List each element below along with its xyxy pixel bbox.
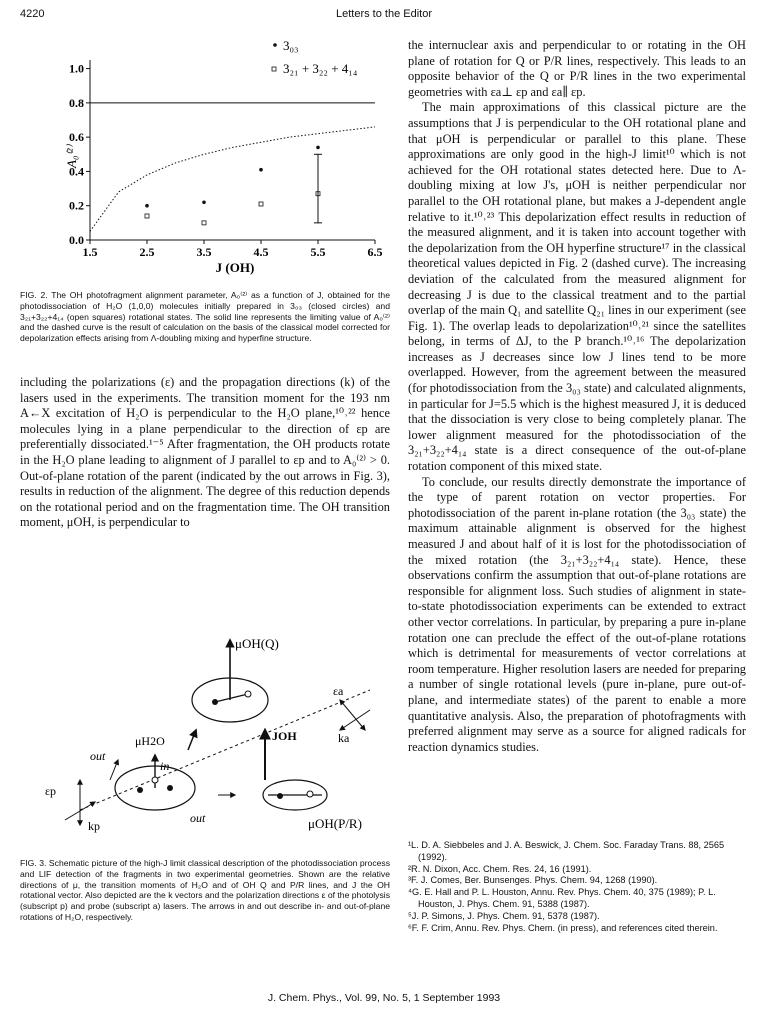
y-tick-label: 1.0 [69, 61, 84, 76]
x-tick-label: 2.5 [139, 245, 155, 259]
y-tick-label: 0.2 [69, 198, 84, 213]
label-out-left: out [90, 749, 106, 763]
left-column-text [20, 375, 390, 531]
k-a-arrow [340, 710, 370, 730]
right-column-text [408, 38, 746, 755]
x-axis-label: J (OH) [215, 260, 255, 275]
legend-marker-open-square [272, 67, 276, 71]
label-k-p: kp [88, 819, 100, 833]
figure-2 [30, 30, 390, 280]
figure-3 [40, 630, 395, 840]
oh-rotation-top [192, 640, 268, 722]
reference-4: ⁴G. E. Hall and P. L. Houston, Annu. Rev. Phys. Chem. 40, 375 (1989); P. L. Houston, J. Phys. Chem. 91, 5388 (1987). [408, 887, 716, 909]
references [408, 840, 746, 934]
data-point-mixed [202, 221, 206, 225]
reference-2: ²R. N. Dixon, Acc. Chem. Res. 24, 16 (1991). [408, 863, 592, 874]
y-tick-label: 0.4 [69, 164, 84, 179]
left-paragraph: including the polarizations (ε) and the propagation directions (k) of the lasers used in the experiments. The transition moment for the 193 nm A←X excitation of H₂O is perpendicular to the H₂O plane,¹⁰˒²² hence molecules lying in a plane perpendicular to the direction of εp are preferentially dissociated.¹⁻⁵ After fragmentation, the OH products rotate in the H₂O plane leading to alignment of J parallel to εp and to A₀⁽²⁾ > 0. Out-of-plane rotation of the parent (indicated by the out arrows in Fig. 3), results in reduction of the alignment. The degree of this reduction depends on the rotational period and on the fragmentation time. The OH transition moment, μOH, is perpendicular to [20, 375, 390, 530]
legend-label-mixed: 3₂₁ + 3₂₂ + 4₁₄ [283, 61, 358, 76]
eps-a-arrow [340, 700, 365, 730]
running-title: Letters to the Editor [336, 8, 432, 20]
label-eps-p: εp [45, 784, 57, 798]
data-point-303 [145, 204, 149, 208]
y-tick-label: 0.6 [69, 130, 84, 145]
x-tick-label: 3.5 [196, 245, 212, 259]
label-j-oh: JOH [272, 729, 297, 743]
label-eps-a: εa [333, 684, 344, 698]
y-tick-label: 0.0 [69, 233, 84, 247]
x-tick-label: 1.5 [82, 245, 98, 259]
legend-label-303: 3₀₃ [283, 38, 299, 53]
page-number: 4220 [20, 8, 45, 20]
data-point-303 [259, 168, 263, 172]
right-paragraph-1: the internuclear axis and perpendicular to or rotating in the OH plane of rotation for Q or P/R lines, respectively. This leads to an opposite behavior of the Q or P/R lines in the two experimental geometries with εa⊥ εp and εa∥ εp. [408, 38, 746, 99]
label-mu-oh-q: μOH(Q) [235, 636, 279, 651]
right-paragraph-2: The main approximations of this classical picture are the assumptions that J is perpendicular to the OH rotational plane and that μOH is perpendicular or parallel to this plane. These approximations are only good in the high-J limit¹⁰ which is not achieved for the OH rotational states detected here. Due to Λ-doubling mixing at low J's, μOH is neither perpendicular nor parallel to the OH rotational plane, but makes a J-dependent angle relative to it.¹⁰˒²³ This depolarization effect results in reduction of the measured alignment, and it is taken into account together with the depolarization from the OH hyperfine structure¹⁷ in the classical theoretical values depicted in Fig. 2 (dashed curve). The increasing deviation of the calculated from the measured alignment for decreasing J is due to the classical treatment and to the partial overlap of the main Q₁ and satellite Q₂₁ lines in our experiment (see Fig. 1). The overlap leads to depolarization¹⁰˒²¹ since the satellites belong, in terms of ΔJ, to the P branch.¹⁰˒¹⁶ The depolarization increases as J decreases since low J lines tend to be more overlapped. However, from the agreement between the measured (for photodissociation from the 3₀₃ state) and calculated alignments, in particular for J=5.5 which is the highest measured J, it is deduced that the dissociation is very close to being completely planar. The lower alignment measured for the photodissociation of the 3₂₁+3₂₂+4₁₄ state is a direct consequence of the out-of-plane rotation component of this mixed state. [408, 100, 746, 474]
journal-footer: J. Chem. Phys., Vol. 99, No. 5, 1 September 1993 [267, 992, 501, 1004]
data-point-303 [202, 200, 206, 204]
y-axis-label: A₀⁽²⁾ [64, 145, 79, 168]
x-tick-label: 6.5 [367, 245, 383, 259]
figure-3-schematic [40, 630, 395, 840]
figure-2-chart [30, 30, 390, 280]
label-in: in [160, 759, 170, 773]
y-tick-label: 0.8 [69, 95, 84, 110]
x-tick-label: 4.5 [253, 245, 269, 259]
reference-5: ⁵J. P. Simons, J. Phys. Chem. 91, 5378 (1987). [408, 910, 600, 921]
data-point-mixed [145, 214, 149, 218]
data-point-mixed [259, 202, 263, 206]
h2o-rotation-bottom [115, 755, 195, 810]
reference-6: ⁶F. F. Crim, Annu. Rev. Phys. Chem. (in press), and references cited therein. [408, 922, 718, 933]
oh-rotation-bottom-right [263, 780, 327, 810]
mu-h2o-vector [188, 730, 196, 750]
label-mu-h2o: μH2O [135, 734, 165, 748]
label-out-bottom: out [190, 811, 206, 825]
classical-curve [90, 127, 375, 231]
label-mu-oh-pr: μOH(P/R) [308, 816, 362, 831]
figure-2-caption: FIG. 2. The OH photofragment alignment parameter, A₀⁽²⁾ as a function of J, obtained for the photodissociation of H₂O (1,0,0) molecules initially prepared in 3₀₃ (closed circles) and 3₂₁+3₂₂+4₁₄ (open squares) rotational states. The solid line represents the limiting value of A₀⁽²⁾ and the dashed curve is the result of calculation on the basis of the classical model corrected for depolarization effects arising from Λ-doubling mixing and hyperfine structure. [20, 290, 390, 344]
legend-marker-closed-circle [273, 43, 277, 47]
figure-3-caption: FIG. 3. Schematic picture of the high-J limit classical description of the photodissociation process and LIF detection of the fragments in two experimental geometries. Shown are the relative directions of μ, the transition moments of H₂O and of OH Q and P/R lines, and J the OH rotational vector. Also depicted are the k vectors and the polarization directions ε of the photolysis (subscript p) and probe (subscript a) lasers. The arrows in and out describe in- and out-of-plane rotations of H₂O, respectively. [20, 858, 390, 922]
right-paragraph-3: To conclude, our results directly demonstrate the importance of the type of parent rotation on vector properties. For photodissociation of the parent in-plane rotation (the 3₀₃ state) the maximum attainable alignment is observed for the highest measured J and about half of it is lost for the photodissociation of the mixed rotation (the 3₂₁+3₂₂+4₁₄ state). Hence, these observations confirm the assumption that out-of-plane rotations are responsible for alignment loss. Such studies of alignment in state-to-state photodissociation experiments can be extended to extract other vector correlations. In particular, by preparing a pure in-plane rotation one can preclude the effect of the out-of-plane rotations which is detrimental for measurements of vector correlations at room temperature. Higher resolution lasers are needed for preparing a number of single rotational levels (pure in-plane, pure out-of-plane, and intermediate states) of the parent to enable a more quantitative analysis. Also, the preparation of photofragments with preferred alignment may serve as a source for aligned radicals for reaction dynamics studies. [408, 474, 746, 754]
reference-3: ³F. J. Comes, Ber. Bunsenges. Phys. Chem. 94, 1268 (1990). [408, 875, 658, 886]
label-k-a: ka [338, 731, 350, 745]
reference-1: ¹L. D. A. Siebbeles and J. A. Beswick, J. Chem. Soc. Faraday Trans. 88, 2565 (1992). [408, 840, 725, 862]
out-arrow-left [110, 760, 118, 780]
x-tick-label: 5.5 [310, 245, 326, 259]
data-point-303 [316, 146, 320, 150]
